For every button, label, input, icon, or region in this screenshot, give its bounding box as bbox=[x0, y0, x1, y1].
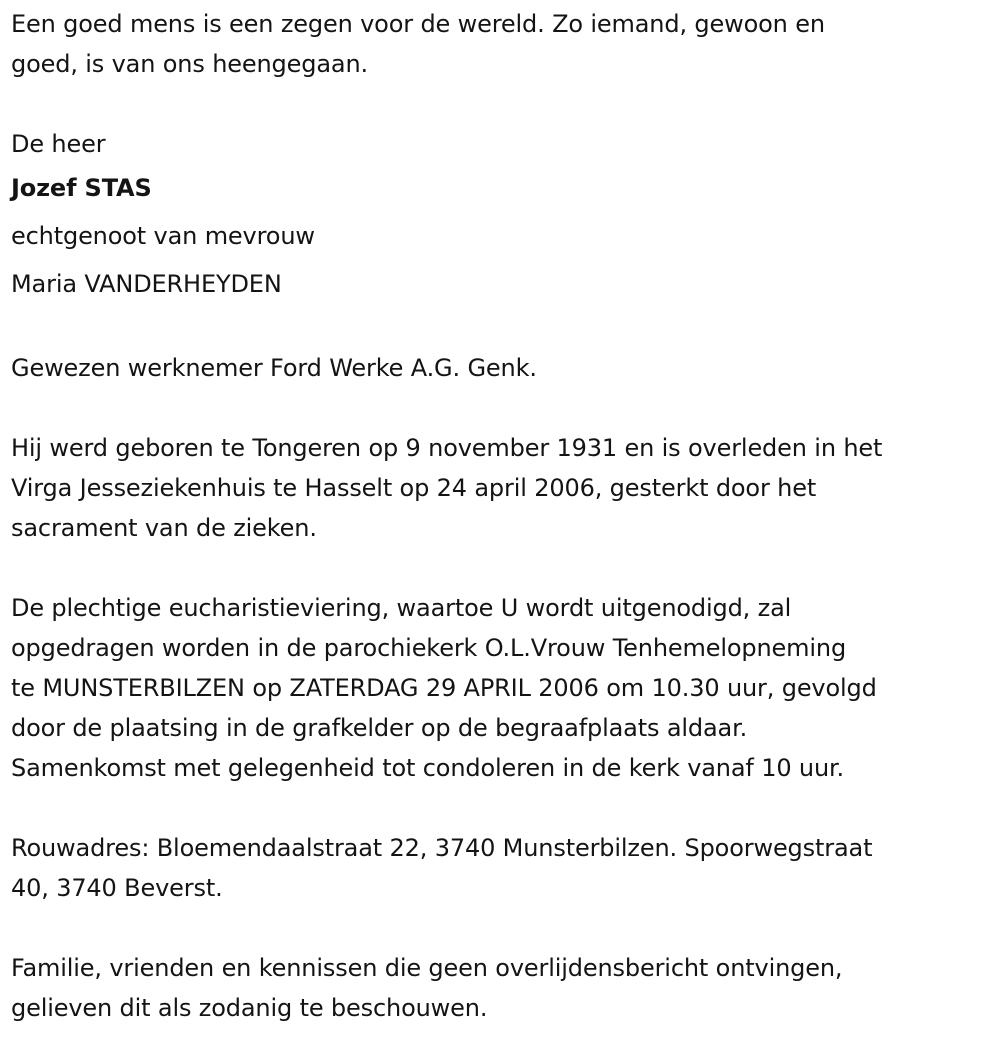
honorific-title: De heer bbox=[11, 130, 106, 158]
relation-text: echtgenoot van mevrouw bbox=[11, 222, 315, 250]
address-line: Rouwadres: Bloemendaalstraat 22, 3740 Munsterbilzen. Spoorwegstraat bbox=[11, 834, 873, 862]
address-line: 40, 3740 Beverst. bbox=[11, 874, 223, 902]
ceremony-line: te MUNSTERBILZEN op ZATERDAG 29 APRIL 2006 om 10.30 uur, gevolgd bbox=[11, 674, 877, 702]
spouse-name: Maria VANDERHEYDEN bbox=[11, 270, 282, 298]
birth-death-line: Virga Jesseziekenhuis te Hasselt op 24 april 2006, gesterkt door het bbox=[11, 474, 817, 502]
closing-line: gelieven dit als zodanig te beschouwen. bbox=[11, 994, 488, 1022]
closing-line: Familie, vrienden en kennissen die geen overlijdensbericht ontvingen, bbox=[11, 954, 843, 982]
ceremony-line: Samenkomst met gelegenheid tot condoleren in de kerk vanaf 10 uur. bbox=[11, 754, 845, 782]
intro-line: goed, is van ons heengegaan. bbox=[11, 50, 368, 78]
ceremony-line: De plechtige eucharistieviering, waartoe U wordt uitgenodigd, zal bbox=[11, 594, 792, 622]
obituary-notice bbox=[11, 4, 996, 1028]
birth-death-line: sacrament van de zieken. bbox=[11, 514, 317, 542]
deceased-name: Jozef STAS bbox=[11, 174, 152, 202]
occupation-text: Gewezen werknemer Ford Werke A.G. Genk. bbox=[11, 354, 537, 382]
ceremony-line: door de plaatsing in de grafkelder op de begraafplaats aldaar. bbox=[11, 714, 748, 742]
birth-death-line: Hij werd geboren te Tongeren op 9 november 1931 en is overleden in het bbox=[11, 434, 883, 462]
intro-line: Een goed mens is een zegen voor de wereld. Zo iemand, gewoon en bbox=[11, 10, 825, 38]
ceremony-line: opgedragen worden in de parochiekerk O.L.Vrouw Tenhemelopneming bbox=[11, 634, 847, 662]
